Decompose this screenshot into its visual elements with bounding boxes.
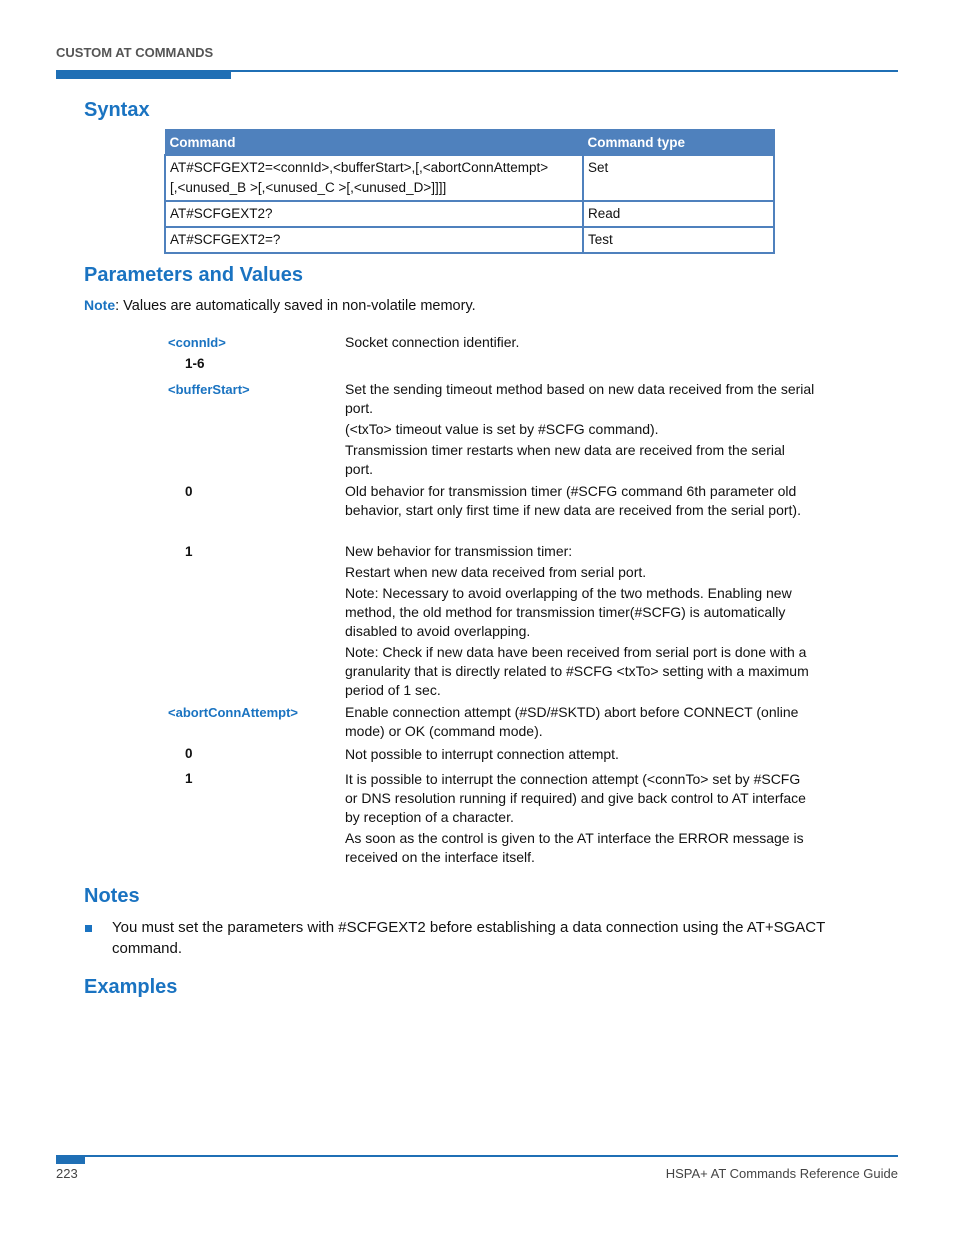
param-bufferstart: <bufferStart> bbox=[168, 382, 250, 397]
command-type-cell: Read bbox=[583, 201, 774, 227]
command-cell bbox=[165, 155, 583, 201]
param-abortconnattempt: <abortConnAttempt> bbox=[168, 705, 298, 720]
syntax-heading: Syntax bbox=[84, 99, 150, 121]
command-type-cell: Test bbox=[583, 227, 774, 253]
param-connid-desc: Socket connection identifier. bbox=[345, 334, 520, 350]
command-cell: AT#SCFGEXT2? bbox=[165, 201, 583, 227]
examples-heading: Examples bbox=[84, 976, 178, 998]
bufferstart-value-0-desc: Old behavior for transmission timer (#SCFG command 6th parameter old behavior, start only first time if new data are received from the serial port). bbox=[345, 483, 801, 518]
header-rule-accent bbox=[56, 72, 231, 79]
table-row bbox=[165, 227, 774, 253]
command-cell: AT#SCFGEXT2=? bbox=[165, 227, 583, 253]
command-text: [,<unused_B >[,<unused_C >[,<unused_D>]]]] bbox=[170, 180, 447, 195]
param-bufferstart-desc bbox=[345, 380, 815, 481]
document-title: HSPA+ AT Commands Reference Guide bbox=[665, 1166, 898, 1181]
desc-paragraph: (<txTo> timeout value is set by #SCFG command). bbox=[345, 421, 659, 437]
header-rule bbox=[56, 70, 898, 72]
abortconnattempt-value-1-desc bbox=[345, 770, 815, 869]
footer-rule-accent bbox=[56, 1157, 85, 1164]
page-number: 223 bbox=[56, 1166, 78, 1181]
table-row bbox=[165, 155, 774, 201]
footer-rule bbox=[56, 1155, 898, 1157]
desc-paragraph: Restart when new data received from serial port. bbox=[345, 564, 647, 580]
abortconnattempt-value-0: 0 bbox=[185, 746, 193, 761]
running-header: CUSTOM AT COMMANDS bbox=[56, 45, 214, 60]
bufferstart-value-1-desc bbox=[345, 542, 815, 702]
command-type-cell: Set bbox=[583, 155, 774, 201]
table-row bbox=[165, 201, 774, 227]
desc-paragraph: As soon as the control is given to the AT interface the ERROR message is received on the interface itself. bbox=[345, 830, 804, 865]
note-text: : Values are automatically saved in non-volatile memory. bbox=[115, 298, 476, 314]
column-header-command: Command bbox=[165, 130, 583, 156]
parameters-heading: Parameters and Values bbox=[84, 264, 304, 286]
table-header-row bbox=[165, 130, 774, 156]
desc-paragraph: New behavior for transmission timer: bbox=[345, 543, 573, 559]
abortconnattempt-value-0-desc: Not possible to interrupt connection attempt. bbox=[345, 746, 619, 762]
bullet-square-icon bbox=[85, 925, 92, 932]
bufferstart-value-0: 0 bbox=[185, 484, 193, 499]
desc-paragraph: Note: Check if new data have been received from serial port is done with a granularity that is directly related to #SCFG <txTo> setting with a maximum period of 1 sec. bbox=[345, 644, 809, 698]
column-header-command-type: Command type bbox=[583, 130, 774, 156]
command-text: AT#SCFGEXT2=<connId>,<bufferStart>,[,<abortConnAttempt> bbox=[170, 160, 549, 175]
param-connid-value: 1-6 bbox=[185, 356, 205, 371]
notes-heading: Notes bbox=[84, 885, 140, 907]
desc-paragraph: Set the sending timeout method based on new data received from the serial port. bbox=[345, 381, 815, 416]
desc-paragraph: Note: Necessary to avoid overlapping of the two methods. Enabling new method, the old method for transmission timer(#SCFG) is automatically disabled to avoid overlapping. bbox=[345, 585, 792, 639]
param-connid: <connId> bbox=[168, 335, 226, 350]
parameters-note bbox=[84, 297, 476, 314]
note-label: Note bbox=[84, 297, 116, 313]
bufferstart-value-1: 1 bbox=[185, 544, 193, 559]
notes-list-item: You must set the parameters with #SCFGEXT2 before establishing a data connection using the AT+SGACT command. bbox=[112, 919, 826, 957]
command-table bbox=[164, 129, 775, 254]
abortconnattempt-value-1: 1 bbox=[185, 771, 193, 786]
desc-paragraph: Transmission timer restarts when new data are received from the serial port. bbox=[345, 442, 785, 477]
desc-paragraph: It is possible to interrupt the connection attempt (<connTo> set by #SCFG or DNS resolution running if required) and give back control to AT interface by reception of a character. bbox=[345, 771, 806, 825]
param-abortconnattempt-desc: Enable connection attempt (#SD/#SKTD) abort before CONNECT (online mode) or OK (command mode). bbox=[345, 704, 799, 739]
